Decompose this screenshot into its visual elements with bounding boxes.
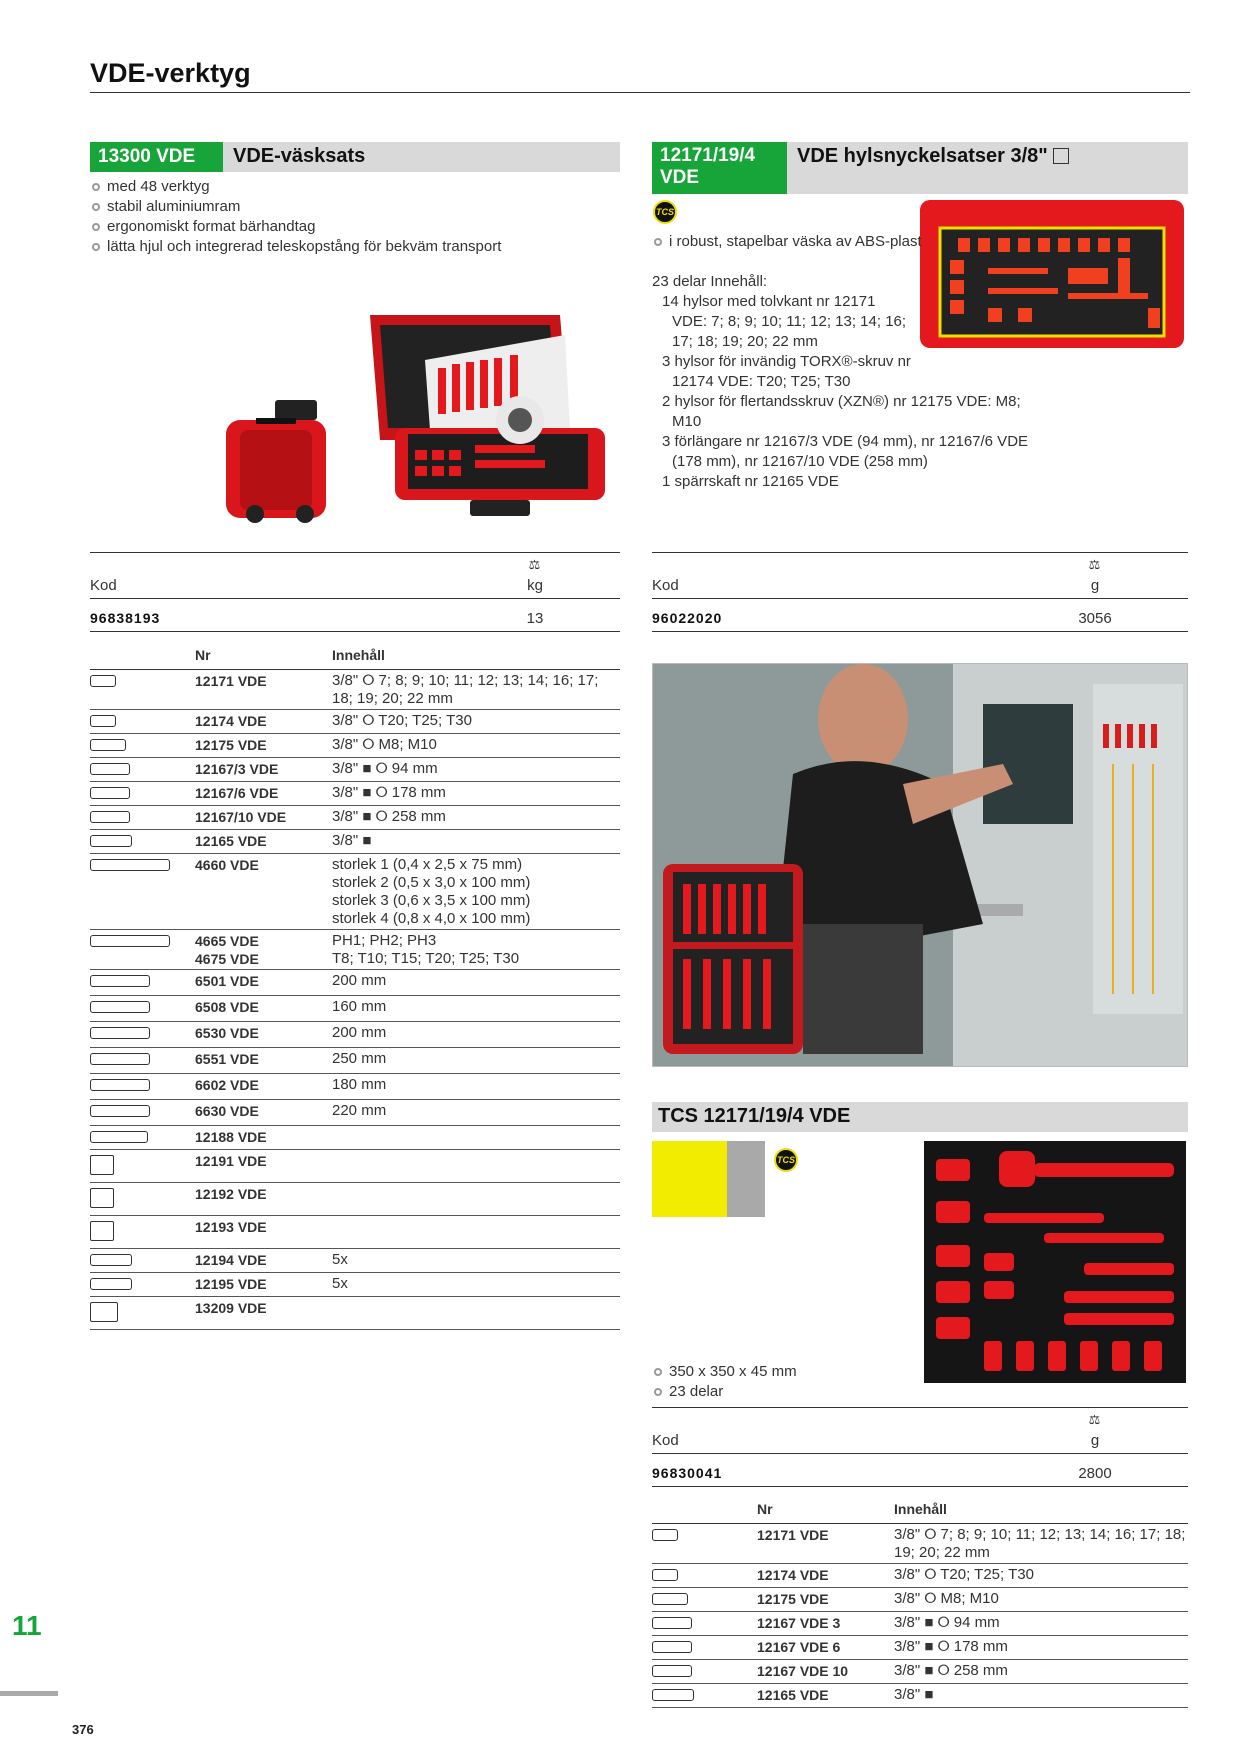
table-row	[90, 830, 620, 854]
weight-unit: kg	[527, 577, 543, 594]
feature-list	[90, 177, 610, 257]
table-row	[90, 1150, 620, 1183]
article-number: 12191 VDE	[195, 1150, 332, 1183]
bullet-item: stabil aluminiumram	[90, 197, 610, 217]
kod-label: Kod	[90, 577, 117, 594]
tool-icon-cell	[652, 1660, 757, 1684]
contents-text: 5x	[332, 1273, 620, 1297]
weight-value: 2800	[1078, 1465, 1112, 1482]
contents-text: 3/8" ⭘ 7; 8; 9; 10; 11; 12; 13; 14; 16; 17; 18; 19; 20; 22 mm	[894, 1524, 1188, 1564]
page-title: VDE-verktyg	[90, 58, 251, 88]
tool-icon-cell	[90, 1022, 195, 1048]
description-line: 3 förlängare nr 12167/3 VDE (94 mm), nr 12167/6 VDE (178 mm), nr 12167/10 VDE (258 mm)	[662, 433, 1029, 470]
tool-icon-cell	[90, 1216, 195, 1249]
dimensions-list	[652, 1362, 912, 1402]
set-contents-list	[652, 272, 1032, 492]
tool-icon-cell	[652, 1524, 757, 1564]
tool-icon-cell	[90, 1297, 195, 1330]
table-row	[90, 1273, 620, 1297]
contents-text: 220 mm	[332, 1100, 620, 1126]
extension-icon	[90, 811, 130, 823]
pliers-icon	[90, 975, 150, 987]
tool-icon-cell	[90, 1074, 195, 1100]
article-number: 12167 VDE 6	[757, 1636, 894, 1660]
weight-unit: g	[1090, 577, 1100, 594]
contents-text: 180 mm	[332, 1074, 620, 1100]
contents-text: 3/8" ⭘ M8; M10	[332, 734, 620, 758]
table-row	[90, 758, 620, 782]
tube-icon	[90, 1254, 132, 1266]
contents-text	[332, 1126, 620, 1150]
table-row	[90, 1074, 620, 1100]
section-title: VDE-väsksats	[233, 145, 366, 167]
contents-text	[332, 1216, 620, 1249]
tool-icon-cell	[90, 734, 195, 758]
pliers-icon	[90, 1053, 150, 1065]
tcs-logo-icon: TCS	[653, 200, 677, 224]
tool-icon-cell	[90, 806, 195, 830]
contents-text	[332, 1297, 620, 1330]
contents-text: 3/8" ■ ⭘ 178 mm	[332, 782, 620, 806]
tool-icon-cell	[652, 1636, 757, 1660]
product-code: 13300 VDE	[90, 142, 223, 172]
weight-value: 13	[526, 610, 544, 627]
description-line: 2 hylsor för flertandsskruv (XZN®) nr 12175 VDE: M8; M10	[662, 393, 1021, 430]
weight-icon: ⚖	[1088, 557, 1102, 572]
kod-divider-bottom	[90, 631, 620, 632]
tool-icon-cell	[652, 1684, 757, 1708]
tool-icon-cell	[90, 758, 195, 782]
tool-icon-cell	[90, 670, 195, 710]
tool-icon-cell	[90, 1249, 195, 1273]
article-number: 12188 VDE	[195, 1126, 332, 1150]
socket-icon	[652, 1529, 678, 1541]
article-number: 6551 VDE	[195, 1048, 332, 1074]
tool-icon-cell	[90, 970, 195, 996]
table-row	[90, 1183, 620, 1216]
table-row	[90, 1216, 620, 1249]
contents-text: 160 mm	[332, 996, 620, 1022]
desc-text: i robust, stapelbar väska av ABS-plast	[669, 233, 922, 250]
article-number: 12174 VDE	[195, 710, 332, 734]
weight-icon: ⚖	[528, 557, 542, 572]
table-row	[90, 734, 620, 758]
bullet-item: ergonomiskt format bärhandtag	[90, 217, 610, 237]
chapter-number: 11	[12, 1610, 42, 1641]
table-row	[90, 1100, 620, 1126]
knife-icon	[90, 1131, 148, 1143]
table-row	[90, 1297, 620, 1330]
tool-icon-cell	[652, 1612, 757, 1636]
description-line: 23 delar Innehåll:	[652, 273, 768, 290]
contents-text: 3/8" ⭘ T20; T25; T30	[894, 1564, 1188, 1588]
article-number: 12167/10 VDE	[195, 806, 332, 830]
contents-text: PH1; PH2; PH3 T8; T10; T15; T20; T25; T30	[332, 930, 620, 970]
kod-divider-top	[90, 552, 620, 553]
prohibition-sign-icon	[90, 1221, 114, 1241]
kod-divider-top	[652, 552, 1188, 553]
description-line: 14 hylsor med tolvkant nr 12171 VDE: 7; 8; 9; 10; 11; 12; 13; 14; 16; 17; 18; 19; 20; 22 mm	[662, 293, 907, 350]
tool-icon-cell	[90, 782, 195, 806]
screwdriver-icon	[90, 859, 170, 871]
article-number: 12167/6 VDE	[195, 782, 332, 806]
table-row	[90, 710, 620, 734]
table-row	[90, 1048, 620, 1074]
icon-column-header	[90, 643, 195, 670]
kod-divider	[652, 1453, 1188, 1454]
table-row	[652, 1612, 1188, 1636]
table-row	[652, 1660, 1188, 1684]
description-line: 3 hylsor för invändig TORX®-skruv nr 12174 VDE: T20; T25; T30	[662, 353, 911, 390]
yellow-swatch	[652, 1141, 727, 1217]
contents-column-header: Innehåll	[332, 643, 620, 670]
kod-divider-bottom	[652, 631, 1188, 632]
contents-text: 250 mm	[332, 1048, 620, 1074]
weight-value: 3056	[1078, 610, 1112, 627]
tcs-section-header	[652, 1102, 1188, 1132]
contents-text: 3/8" ⭘ M8; M10	[894, 1588, 1188, 1612]
article-number: 12171 VDE	[195, 670, 332, 710]
tool-icon-cell	[652, 1564, 757, 1588]
contents-text: 3/8" ⭘ 7; 8; 9; 10; 11; 12; 13; 14; 16; 17; 18; 19; 20; 22 mm	[332, 670, 620, 710]
screwdriver-icon	[90, 935, 170, 947]
contents-text: 200 mm	[332, 1022, 620, 1048]
contents-text: 5x	[332, 1249, 620, 1273]
table-row	[90, 970, 620, 996]
chapter-marker	[0, 1691, 58, 1696]
pliers-icon	[90, 1027, 150, 1039]
ratchet-icon	[90, 835, 132, 847]
section-title: TCS 12171/19/4 VDE	[658, 1105, 851, 1127]
nr-column-header: Nr	[195, 643, 332, 670]
kod-divider-top	[652, 1407, 1188, 1408]
article-number: 12192 VDE	[195, 1183, 332, 1216]
article-number: 12167 VDE 10	[757, 1660, 894, 1684]
table-row	[652, 1524, 1188, 1564]
article-number: 6530 VDE	[195, 1022, 332, 1048]
tool-icon-cell	[90, 996, 195, 1022]
article-number: 4660 VDE	[195, 854, 332, 930]
pliers-icon	[90, 1001, 150, 1013]
section-title	[797, 145, 1069, 168]
table-row	[90, 1249, 620, 1273]
tool-icon-cell	[90, 710, 195, 734]
gray-swatch	[727, 1141, 765, 1217]
tool-icon-cell	[652, 1588, 757, 1612]
article-number: 12167 VDE 3	[757, 1612, 894, 1636]
table-row	[652, 1588, 1188, 1612]
kod-divider-bottom	[652, 1486, 1188, 1487]
article-number: 12174 VDE	[757, 1564, 894, 1588]
icon-column-header	[652, 1497, 757, 1524]
article-number: 12165 VDE	[195, 830, 332, 854]
contents-table	[652, 1497, 1188, 1708]
article-number: 6501 VDE	[195, 970, 332, 996]
kod-label: Kod	[652, 577, 679, 594]
contents-text: 200 mm	[332, 970, 620, 996]
kit-box-icon	[90, 1302, 118, 1322]
nr-column-header: Nr	[757, 1497, 894, 1524]
weight-icon: ⚖	[1088, 1412, 1102, 1427]
tool-icon-cell	[90, 854, 195, 930]
application-photo	[652, 663, 1188, 1067]
xzn-socket-icon	[652, 1593, 688, 1605]
contents-text: storlek 1 (0,4 x 2,5 x 75 mm) storlek 2 (0,5 x 3,0 x 100 mm) storlek 3 (0,6 x 3,5 x 100 mm) storlek 4 (0,8 x 4,0 x 100 mm)	[332, 854, 620, 930]
tool-icon-cell	[90, 1100, 195, 1126]
pliers-icon	[90, 1079, 150, 1091]
tool-icon-cell	[90, 1183, 195, 1216]
square-drive-icon	[1053, 148, 1069, 164]
table-row	[90, 1126, 620, 1150]
sign-icon	[90, 1155, 114, 1175]
product-code: 12171/19/4 VDE	[652, 142, 787, 194]
left-section-header	[90, 142, 620, 172]
article-number: 12167/3 VDE	[195, 758, 332, 782]
table-row	[90, 996, 620, 1022]
article-number: 6602 VDE	[195, 1074, 332, 1100]
article-number: 12194 VDE	[195, 1249, 332, 1273]
extension-icon	[652, 1641, 692, 1653]
article-number: 12193 VDE	[195, 1216, 332, 1249]
torx-socket-icon	[652, 1569, 678, 1581]
section-title-text: VDE hylsnyckelsatser 3/8"	[797, 145, 1048, 167]
description-line: 1 spärrskaft nr 12165 VDE	[662, 473, 839, 490]
contents-text	[332, 1150, 620, 1183]
table-row	[90, 806, 620, 830]
contents-text: 3/8" ■	[332, 830, 620, 854]
kod-divider	[652, 598, 1188, 599]
set-description	[652, 232, 922, 252]
tool-icon-cell	[90, 1048, 195, 1074]
article-number: 4665 VDE 4675 VDE	[195, 930, 332, 970]
article-number: 12175 VDE	[757, 1588, 894, 1612]
socket-icon	[90, 675, 116, 687]
tcs-logo-icon: TCS	[774, 1148, 798, 1172]
contents-text	[332, 1183, 620, 1216]
tool-icon-cell	[90, 1273, 195, 1297]
product-image	[220, 300, 610, 530]
tube-icon	[90, 1278, 132, 1290]
table-row	[652, 1564, 1188, 1588]
tcs-insert-image	[924, 1141, 1186, 1383]
article-number: 6508 VDE	[195, 996, 332, 1022]
tool-icon-cell	[90, 830, 195, 854]
bullet-item: 350 x 350 x 45 mm	[652, 1362, 912, 1382]
extension-icon	[90, 763, 130, 775]
tool-icon-cell	[90, 930, 195, 970]
table-row	[90, 670, 620, 710]
bullet-item: 23 delar	[652, 1382, 912, 1402]
kod-label: Kod	[652, 1432, 679, 1449]
article-number: 12175 VDE	[195, 734, 332, 758]
contents-table	[90, 643, 620, 1330]
contents-text: 3/8" ■ ⭘ 258 mm	[894, 1660, 1188, 1684]
title-divider	[90, 92, 1190, 93]
description-line	[652, 232, 922, 252]
table-row	[90, 854, 620, 930]
torx-socket-icon	[90, 715, 116, 727]
tool-icon-cell	[90, 1150, 195, 1183]
tool-icon-cell	[90, 1126, 195, 1150]
extension-icon	[652, 1617, 692, 1629]
weight-unit: g	[1090, 1432, 1100, 1449]
contents-text: 3/8" ■ ⭘ 178 mm	[894, 1636, 1188, 1660]
page-number: 376	[72, 1722, 94, 1737]
contents-text: 3/8" ■	[894, 1684, 1188, 1708]
article-number: 12165 VDE	[757, 1684, 894, 1708]
order-code: 96838193	[90, 610, 161, 626]
table-row	[90, 1022, 620, 1048]
order-code: 96022020	[652, 610, 723, 626]
kod-divider	[90, 598, 620, 599]
table-row	[652, 1636, 1188, 1660]
pliers-icon	[90, 1105, 150, 1117]
contents-column-header: Innehåll	[894, 1497, 1188, 1524]
table-row	[90, 930, 620, 970]
article-number: 13209 VDE	[195, 1297, 332, 1330]
contents-text: 3/8" ■ ⭘ 94 mm	[894, 1612, 1188, 1636]
extension-icon	[652, 1665, 692, 1677]
table-row	[90, 782, 620, 806]
extension-icon	[90, 787, 130, 799]
contents-text: 3/8" ■ ⭘ 94 mm	[332, 758, 620, 782]
article-number: 6630 VDE	[195, 1100, 332, 1126]
bullet-item: lätta hjul och integrerad teleskopstång för bekväm transport	[90, 237, 610, 257]
warning-sign-icon	[90, 1188, 114, 1208]
contents-text: 3/8" ⭘ T20; T25; T30	[332, 710, 620, 734]
table-row	[652, 1684, 1188, 1708]
bullet-item: med 48 verktyg	[90, 177, 610, 197]
article-number: 12195 VDE	[195, 1273, 332, 1297]
right-section-header	[652, 142, 1188, 194]
xzn-socket-icon	[90, 739, 126, 751]
contents-text: 3/8" ■ ⭘ 258 mm	[332, 806, 620, 830]
order-code: 96830041	[652, 1465, 723, 1481]
ratchet-icon	[652, 1689, 694, 1701]
article-number: 12171 VDE	[757, 1524, 894, 1564]
